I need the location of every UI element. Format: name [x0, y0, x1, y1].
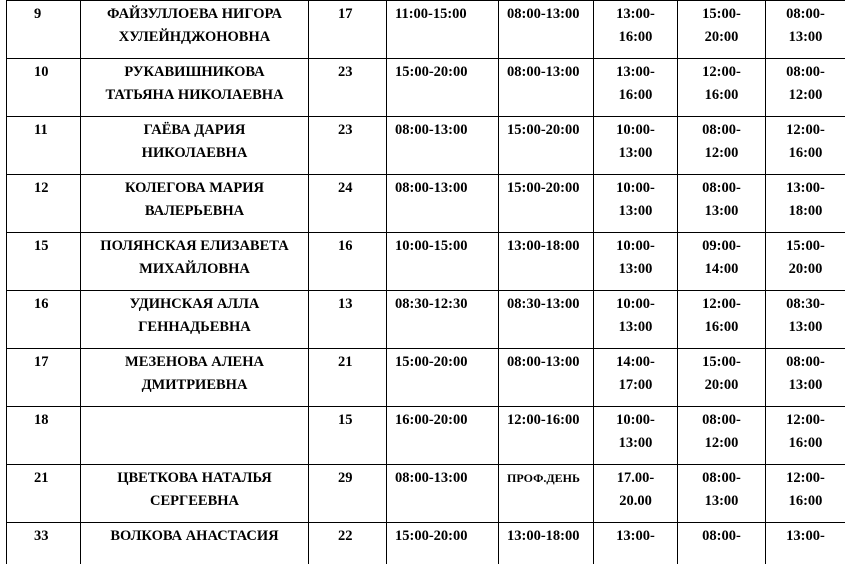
full-name-cell-line: ХУЛЕЙНДЖОНОВНА [118, 29, 271, 45]
time-slot-3-cell [594, 407, 678, 465]
count-cell [309, 291, 387, 349]
full-name-cell-line [85, 432, 304, 455]
time-slot-2-cell-text: 13:00-18:00 [507, 238, 580, 254]
time-slot-5-cell-text [766, 117, 845, 165]
time-slot-4-cell [678, 1, 766, 59]
time-slot-1-cell [387, 349, 499, 407]
full-name-cell-text [81, 175, 308, 223]
time-slot-2-cell-text: ПРОФ.ДЕНЬ [507, 471, 580, 485]
full-name-cell [81, 117, 309, 175]
time-slot-5-cell-text [766, 233, 845, 281]
time-slot-5-cell-line: 08:30- [786, 296, 825, 312]
time-slot-5-cell [766, 291, 846, 349]
time-slot-3-cell-line [594, 548, 677, 564]
row-number-cell [7, 175, 81, 233]
time-slot-3-cell [594, 1, 678, 59]
schedule-table-body [7, 1, 846, 564]
time-slot-3-cell-line: 17:00 [618, 377, 653, 393]
count-cell [309, 175, 387, 233]
full-name-cell-text [81, 117, 308, 165]
full-name-cell-line: ЦВЕТКОВА НАТАЛЬЯ [117, 470, 272, 486]
time-slot-5-cell-text [766, 1, 845, 49]
count-cell-text: 23 [338, 122, 353, 138]
row-number-cell [7, 117, 81, 175]
full-name-cell-text [81, 291, 308, 339]
count-cell [309, 465, 387, 523]
time-slot-4-cell-line: 12:00 [704, 145, 739, 161]
full-name-cell-line: ВОЛКОВА АНАСТАСИЯ [110, 528, 279, 544]
time-slot-4-cell-line: 14:00 [704, 261, 739, 277]
time-slot-5-cell-text [766, 465, 845, 513]
time-slot-2-cell-text: 08:00-13:00 [507, 6, 580, 22]
time-slot-3-cell-line: 10:00- [616, 238, 655, 254]
row-number-cell-text: 21 [34, 470, 49, 486]
time-slot-3-cell-line: 13:00- [616, 64, 655, 80]
time-slot-3-cell-line: 13:00 [618, 435, 653, 451]
count-cell-text: 16 [338, 238, 353, 254]
full-name-cell-line: ДМИТРИЕВНА [141, 377, 248, 393]
time-slot-3-cell [594, 523, 678, 564]
full-name-cell-line: МЕЗЕНОВА АЛЕНА [125, 354, 264, 370]
full-name-cell-line: РУКАВИШНИКОВА [124, 64, 265, 80]
time-slot-2-cell-text: 08:00-13:00 [507, 354, 580, 370]
time-slot-3-cell [594, 175, 678, 233]
time-slot-3-cell-text [594, 117, 677, 165]
schedule-page [6, 0, 845, 564]
time-slot-3-cell [594, 59, 678, 117]
time-slot-3-cell [594, 465, 678, 523]
time-slot-4-cell-line [678, 548, 765, 564]
row-number-cell-text: 9 [34, 6, 42, 22]
full-name-cell [81, 291, 309, 349]
time-slot-4-cell-text [678, 59, 765, 107]
time-slot-4-cell [678, 523, 766, 564]
time-slot-1-cell [387, 59, 499, 117]
table-row [7, 523, 846, 564]
time-slot-2-cell [499, 407, 594, 465]
full-name-cell-line: ФАЙЗУЛЛОЕВА НИГОРА [107, 6, 282, 22]
time-slot-4-cell-line: 13:00 [704, 203, 739, 219]
row-number-cell-text: 10 [34, 64, 49, 80]
time-slot-3-cell [594, 117, 678, 175]
row-number-cell [7, 407, 81, 465]
time-slot-2-cell-text: 13:00-18:00 [507, 528, 580, 544]
time-slot-5-cell-line: 15:00- [786, 238, 825, 254]
time-slot-5-cell [766, 117, 846, 175]
time-slot-5-cell-line: 08:00- [786, 64, 825, 80]
row-number-cell [7, 465, 81, 523]
time-slot-1-cell [387, 233, 499, 291]
time-slot-3-cell-text [594, 59, 677, 107]
full-name-cell-line [85, 409, 304, 432]
time-slot-1-cell-text: 08:30-12:30 [395, 296, 468, 312]
time-slot-3-cell-line: 20.00 [619, 493, 652, 509]
time-slot-4-cell-text [678, 523, 765, 564]
count-cell-text: 15 [338, 412, 353, 428]
row-number-cell [7, 233, 81, 291]
time-slot-1-cell-text: 10:00-15:00 [395, 238, 468, 254]
time-slot-5-cell-line: 20:00 [788, 261, 823, 277]
full-name-cell [81, 1, 309, 59]
time-slot-4-cell-line: 12:00 [704, 435, 739, 451]
time-slot-4-cell-line: 16:00 [704, 319, 739, 335]
time-slot-2-cell [499, 233, 594, 291]
time-slot-4-cell [678, 59, 766, 117]
full-name-cell-line: ПОЛЯНСКАЯ ЕЛИЗАВЕТА [100, 238, 289, 254]
time-slot-2-cell-text: 12:00-16:00 [507, 412, 580, 428]
full-name-cell [81, 233, 309, 291]
full-name-cell-line [85, 548, 304, 564]
time-slot-3-cell-line: 10:00- [616, 122, 655, 138]
table-row [7, 407, 846, 465]
time-slot-2-cell [499, 349, 594, 407]
full-name-cell-text [81, 59, 308, 107]
full-name-cell [81, 349, 309, 407]
time-slot-3-cell [594, 291, 678, 349]
time-slot-4-cell-line: 12:00- [702, 64, 741, 80]
time-slot-3-cell-line: 13:00- [616, 528, 655, 544]
time-slot-1-cell [387, 523, 499, 564]
row-number-cell [7, 59, 81, 117]
time-slot-2-cell-text: 08:30-13:00 [507, 296, 580, 312]
time-slot-5-cell-line: 12:00- [786, 412, 825, 428]
row-number-cell [7, 523, 81, 564]
full-name-cell [81, 523, 309, 564]
time-slot-5-cell-line: 13:00 [788, 377, 823, 393]
time-slot-4-cell-text [678, 465, 765, 513]
time-slot-4-cell-text [678, 349, 765, 397]
time-slot-4-cell-line: 15:00- [702, 354, 741, 370]
time-slot-5-cell-line: 12:00- [786, 470, 825, 486]
time-slot-4-cell-line: 08:00- [702, 180, 741, 196]
time-slot-4-cell-text [678, 233, 765, 281]
time-slot-1-cell-text: 08:00-13:00 [395, 180, 468, 196]
full-name-cell-line: СЕРГЕЕВНА [150, 493, 239, 509]
row-number-cell [7, 1, 81, 59]
full-name-cell [81, 175, 309, 233]
full-name-cell-line: КОЛЕГОВА МАРИЯ [125, 180, 264, 196]
full-name-cell-text [81, 465, 308, 513]
time-slot-5-cell-line: 13:00- [786, 528, 825, 544]
full-name-cell-text [81, 1, 308, 49]
time-slot-5-cell-line: 12:00 [788, 87, 823, 103]
time-slot-5-cell [766, 349, 846, 407]
time-slot-5-cell-line [766, 548, 845, 564]
table-row [7, 465, 846, 523]
time-slot-5-cell-line: 13:00 [788, 319, 823, 335]
time-slot-3-cell-line: 13:00 [618, 319, 653, 335]
table-row [7, 233, 846, 291]
row-number-cell [7, 349, 81, 407]
time-slot-3-cell-text [594, 349, 677, 397]
time-slot-3-cell-line: 16:00 [618, 29, 653, 45]
full-name-cell-line: МИХАЙЛОВНА [139, 261, 250, 277]
time-slot-5-cell-line: 08:00- [786, 354, 825, 370]
time-slot-5-cell-line: 16:00 [788, 435, 823, 451]
time-slot-1-cell-text: 15:00-20:00 [395, 528, 468, 544]
time-slot-4-cell [678, 175, 766, 233]
time-slot-2-cell-text: 15:00-20:00 [507, 122, 580, 138]
count-cell [309, 349, 387, 407]
row-number-cell-text: 33 [34, 528, 49, 544]
time-slot-4-cell-line: 08:00- [702, 528, 741, 544]
count-cell [309, 59, 387, 117]
time-slot-5-cell [766, 465, 846, 523]
time-slot-4-cell-line: 13:00 [704, 493, 739, 509]
full-name-cell-text [81, 407, 308, 455]
time-slot-4-cell-line: 09:00- [702, 238, 741, 254]
time-slot-2-cell [499, 465, 594, 523]
time-slot-2-cell [499, 59, 594, 117]
time-slot-5-cell-text [766, 291, 845, 339]
count-cell-text: 24 [338, 180, 353, 196]
count-cell [309, 523, 387, 564]
time-slot-1-cell [387, 465, 499, 523]
time-slot-1-cell-text: 15:00-20:00 [395, 64, 468, 80]
full-name-cell-text [81, 523, 308, 564]
table-row [7, 59, 846, 117]
time-slot-4-cell [678, 117, 766, 175]
time-slot-5-cell-line: 16:00 [788, 493, 823, 509]
time-slot-4-cell-line: 15:00- [702, 6, 741, 22]
full-name-cell-line: ГАЁВА ДАРИЯ [143, 122, 246, 138]
time-slot-4-cell-text [678, 1, 765, 49]
time-slot-3-cell-line: 13:00- [616, 6, 655, 22]
time-slot-1-cell-text: 08:00-13:00 [395, 122, 468, 138]
time-slot-5-cell-line: 16:00 [788, 145, 823, 161]
time-slot-5-cell-text [766, 175, 845, 223]
time-slot-3-cell-text [594, 233, 677, 281]
time-slot-5-cell-line: 13:00- [786, 180, 825, 196]
time-slot-3-cell-text [594, 175, 677, 223]
table-row [7, 1, 846, 59]
full-name-cell-line: УДИНСКАЯ АЛЛА [129, 296, 260, 312]
time-slot-5-cell-line: 18:00 [788, 203, 823, 219]
time-slot-5-cell [766, 59, 846, 117]
row-number-cell-text: 17 [34, 354, 49, 370]
full-name-cell-line: ВАЛЕРЬЕВНА [144, 203, 245, 219]
time-slot-2-cell [499, 1, 594, 59]
time-slot-1-cell [387, 175, 499, 233]
time-slot-1-cell [387, 291, 499, 349]
time-slot-3-cell-text [594, 291, 677, 339]
time-slot-3-cell-line: 10:00- [616, 296, 655, 312]
full-name-cell-line: ТАТЬЯНА НИКОЛАЕВНА [105, 87, 284, 103]
time-slot-3-cell-text [594, 407, 677, 455]
time-slot-3-cell-line: 13:00 [618, 145, 653, 161]
time-slot-4-cell-text [678, 407, 765, 455]
full-name-cell [81, 407, 309, 465]
table-row [7, 349, 846, 407]
time-slot-2-cell [499, 291, 594, 349]
time-slot-4-cell [678, 465, 766, 523]
time-slot-3-cell-line: 10:00- [616, 412, 655, 428]
time-slot-4-cell [678, 349, 766, 407]
time-slot-4-cell-line: 20:00 [704, 29, 739, 45]
full-name-cell-line: НИКОЛАЕВНА [141, 145, 248, 161]
time-slot-1-cell-text: 11:00-15:00 [395, 6, 467, 22]
time-slot-4-cell-line: 08:00- [702, 470, 741, 486]
time-slot-5-cell-text [766, 407, 845, 455]
row-number-cell-text: 12 [34, 180, 49, 196]
time-slot-4-cell-line: 08:00- [702, 412, 741, 428]
time-slot-1-cell-text: 08:00-13:00 [395, 470, 468, 486]
time-slot-5-cell-text [766, 59, 845, 107]
full-name-cell-line: ГЕННАДЬЕВНА [138, 319, 251, 335]
time-slot-1-cell [387, 117, 499, 175]
time-slot-1-cell [387, 1, 499, 59]
time-slot-4-cell-line: 12:00- [702, 296, 741, 312]
time-slot-2-cell-text: 15:00-20:00 [507, 180, 580, 196]
time-slot-5-cell-text [766, 349, 845, 397]
time-slot-2-cell-text: 08:00-13:00 [507, 64, 580, 80]
count-cell [309, 233, 387, 291]
full-name-cell-text [81, 349, 308, 397]
time-slot-3-cell-line: 14:00- [616, 354, 655, 370]
row-number-cell-text: 15 [34, 238, 49, 254]
time-slot-3-cell-line: 17.00- [616, 470, 655, 486]
time-slot-4-cell-text [678, 175, 765, 223]
count-cell-text: 21 [338, 354, 353, 370]
table-row [7, 291, 846, 349]
time-slot-1-cell [387, 407, 499, 465]
table-row [7, 175, 846, 233]
time-slot-4-cell-text [678, 117, 765, 165]
full-name-cell-text [81, 233, 308, 281]
time-slot-5-cell-line: 08:00- [786, 6, 825, 22]
row-number-cell [7, 291, 81, 349]
time-slot-2-cell [499, 175, 594, 233]
count-cell-text: 23 [338, 64, 353, 80]
row-number-cell-text: 16 [34, 296, 49, 312]
time-slot-2-cell [499, 523, 594, 564]
time-slot-5-cell [766, 233, 846, 291]
time-slot-4-cell-line: 16:00 [704, 87, 739, 103]
time-slot-5-cell [766, 523, 846, 564]
time-slot-3-cell-line: 16:00 [618, 87, 653, 103]
full-name-cell [81, 59, 309, 117]
count-cell-text: 13 [338, 296, 353, 312]
time-slot-2-cell [499, 117, 594, 175]
schedule-table [6, 0, 845, 564]
time-slot-4-cell-line: 20:00 [704, 377, 739, 393]
count-cell-text: 17 [338, 6, 353, 22]
time-slot-5-cell [766, 175, 846, 233]
table-row [7, 117, 846, 175]
time-slot-1-cell-text: 15:00-20:00 [395, 354, 468, 370]
time-slot-3-cell-text [594, 1, 677, 49]
row-number-cell-text: 11 [34, 122, 48, 138]
count-cell-text: 29 [338, 470, 353, 486]
time-slot-3-cell-text [594, 465, 677, 513]
count-cell [309, 117, 387, 175]
time-slot-3-cell [594, 233, 678, 291]
time-slot-4-cell-text [678, 291, 765, 339]
time-slot-3-cell-line: 10:00- [616, 180, 655, 196]
time-slot-4-cell [678, 291, 766, 349]
time-slot-5-cell-text [766, 523, 845, 564]
time-slot-5-cell-line: 12:00- [786, 122, 825, 138]
row-number-cell-text: 18 [34, 412, 49, 428]
time-slot-3-cell [594, 349, 678, 407]
count-cell [309, 407, 387, 465]
time-slot-3-cell-line: 13:00 [618, 261, 653, 277]
time-slot-3-cell-text [594, 523, 677, 564]
time-slot-3-cell-line: 13:00 [618, 203, 653, 219]
count-cell-text: 22 [338, 528, 353, 544]
time-slot-1-cell-text: 16:00-20:00 [395, 412, 468, 428]
full-name-cell [81, 465, 309, 523]
time-slot-5-cell-line: 13:00 [788, 29, 823, 45]
time-slot-5-cell [766, 407, 846, 465]
time-slot-4-cell-line: 08:00- [702, 122, 741, 138]
time-slot-4-cell [678, 233, 766, 291]
time-slot-5-cell [766, 1, 846, 59]
time-slot-4-cell [678, 407, 766, 465]
count-cell [309, 1, 387, 59]
